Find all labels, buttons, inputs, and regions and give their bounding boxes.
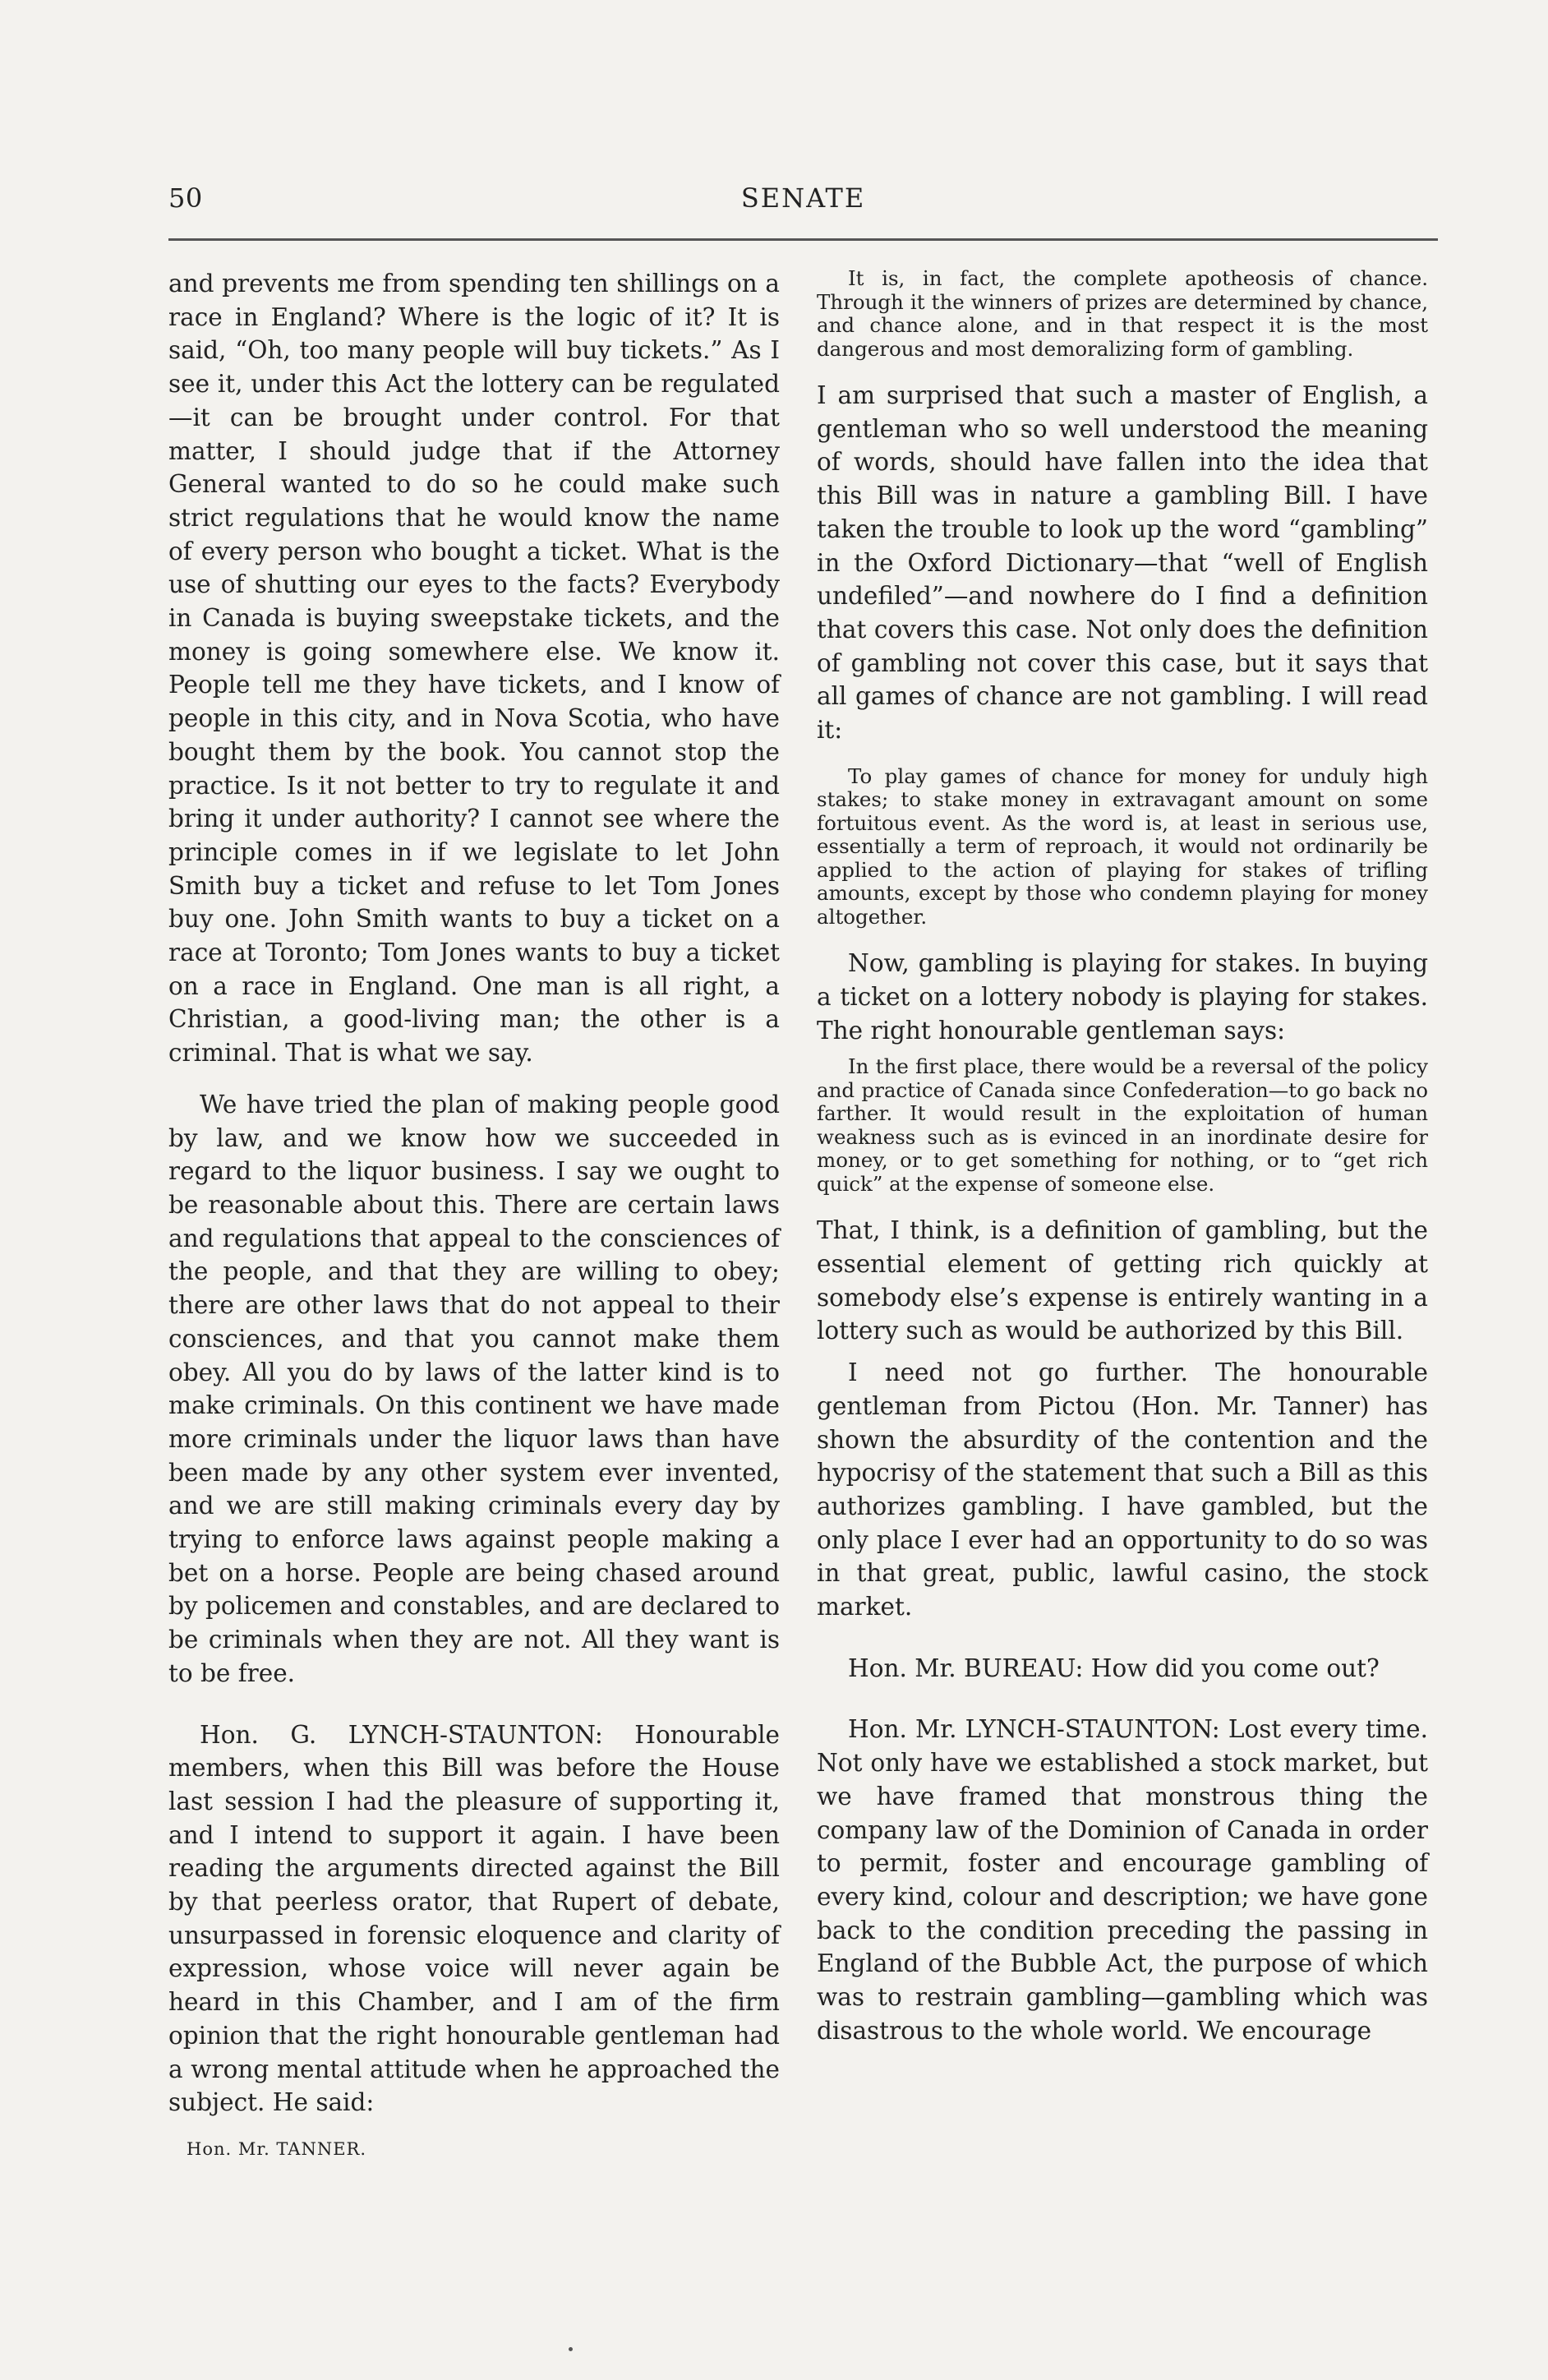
header-rule [168,238,1438,241]
right-column [817,267,1428,2066]
paragraph: I am surprised that such a master of English, a gentleman who so well understood the meaning of words, should have fallen into the idea that this Bill was in nature a gambling Bill. I have taken the trouble to look up the word “gambling” in the Oxford Dictionary—that “well of English undefiled”—and nowhere do I find a definition that covers this case. Not only does the definition of gambling not cover this case, but it says that all games of chance are not gambling. I will read it: [817,381,1428,745]
speech-paragraph: Hon. G. LYNCH-STAUNTON: Honourable members, when this Bill was before the House last session I had the pleasure of supporting it, and I intend to support it again. I have been reading the arguments directed against the Bill by that peerless orator, that Rupert of debate, unsurpassed in forensic eloquence and clarity of expression, whose voice will never again be heard in this Chamber, and I am of the firm opinion that the right honourable gentleman had a wrong mental attitude when he approached the subject. He said: [168,1720,780,2117]
page-number: 50 [168,182,203,214]
paragraph: I need not go further. The honourable gentleman from Pictou (Hon. Mr. Tanner) has shown the absurdity of the contention and the hypocrisy of the statement that such a Bill as this authorizes gambling. I have gambled, but the only place I ever had an opportunity to do so was in that great, public, lawful casino, the stock market. [817,1358,1428,1621]
paragraph: Now, gambling is playing for stakes. In buying a ticket on a lottery nobody is playing for stakes. The right honourable gentleman says: [817,949,1428,1045]
paragraph: and prevents me from spending ten shillings on a race in England? Where is the logic of it? It is said, “Oh, too many people will buy tickets.” As I see it, under this Act the lottery can be regulated—it can be brought under control. For that matter, I should judge that if the Attorney General wanted to do so he could make such strict regulations that he would know the name of every person who bought a ticket. What is the use of shutting our eyes to the facts? Everybody in Canada is buying sweepstake tickets, and the money is going somewhere else. We know it. People tell me they have tickets, and I know of people in this city, and in Nova Scotia, who have bought them by the book. You cannot stop the practice. Is it not better to try to regulate it and bring it under authority? I cannot see where the principle comes in if we legislate to let John Smith buy a ticket and refuse to let Tom Jones buy one. John Smith wants to buy a ticket on a race at Toronto; Tom Jones wants to buy a ticket on a race in England. One man is all right, a Christian, a good-living man; the other is a criminal. That is what we say. [168,270,780,1068]
paragraph: That, I think, is a definition of gambling, but the essential element of getting rich quickly at somebody else’s expense is entirely wanting in a lottery such as would be authorized by this Bill. [817,1216,1428,1345]
page-mark [569,2347,573,2351]
block-quote: To play games of chance for money for unduly high stakes; to stake money in extravagant amount on some fortuitous event. As the word is, at least in serious use, essentially a term of reproach, it would not ordinarily be applied to the action of playing for stakes of trifling amounts, except by those who condemn playing for money altogether. [817,763,1428,929]
speech-paragraph: Hon. Mr. LYNCH-STAUNTON: Lost every time. Not only have we established a stock market, but we have framed that monstrous thing the company law of the Dominion of Canada in order to permit, foster and encourage gambling of every kind, colour and description; we have gone back to the condition preceding the passing in England of the Bubble Act, the purpose of which was to restrain gambling—gambling which was disastrous to the whole world. We encourage [817,1715,1428,2045]
speech-paragraph: Hon. Mr. BUREAU: How did you come out? [848,1654,1380,1682]
left-column [168,267,780,2161]
block-quote: In the first place, there would be a reversal of the policy and practice of Canada since Confederation—to go back no farther. It would result in the exploitation of human weakness such as is evinced in an inordinate desire for money, or to get something for nothing, or to “get rich quick” at the expense of someone else. [817,1054,1428,1196]
page-header [168,182,1438,232]
footer-label: Hon. Mr. TANNER. [187,2138,367,2159]
block-quote: It is, in fact, the complete apotheosis of chance. Through it the winners of prizes are determined by chance, and chance alone, and in that respect it is the most dangerous and most demoralizing form of gambling. [817,266,1428,361]
paragraph: We have tried the plan of making people good by law, and we know how we succeeded in regard to the liquor business. I say we ought to be reasonable about this. There are certain laws and regulations that appeal to the consciences of the people, and that they are willing to obey; there are other laws that do not appeal to their consciences, and that you cannot make them obey. All you do by laws of the latter kind is to make criminals. On this continent we have made more criminals under the liquor laws than have been made by any other system ever invented, and we are still making criminals every day by trying to enforce laws against people making a bet on a horse. People are being chased around by policemen and constables, and are declared to be criminals when they are not. All they want is to be free. [168,1090,780,1687]
running-head: SENATE [740,182,866,214]
